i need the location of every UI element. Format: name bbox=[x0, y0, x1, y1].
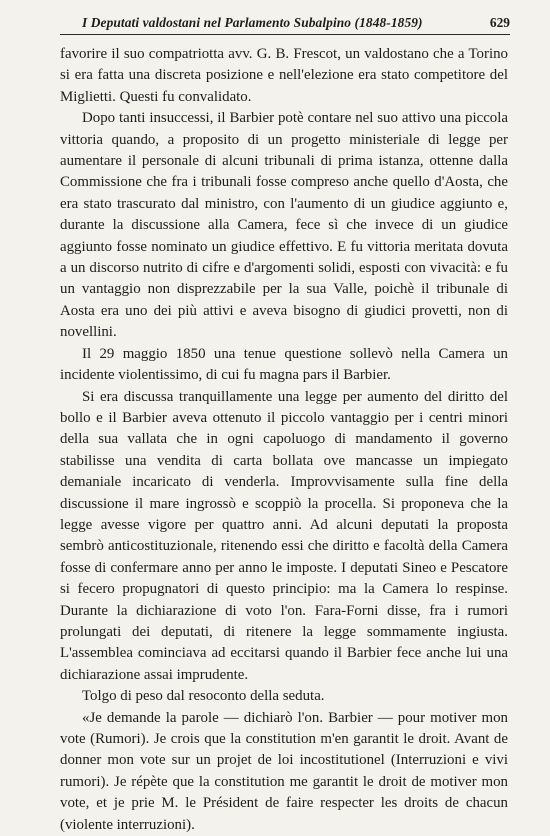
body-text bbox=[60, 44, 508, 836]
paragraph-1: favorire il suo compatriotta avv. G. B. Frescot, un valdostano che a Torino si era fatta una discreta posizione e nell'elezione era stato competitore del Miglietti. Questi fu convalidato. bbox=[60, 46, 508, 105]
page-number: 629 bbox=[489, 15, 510, 30]
paragraph-6: «Je demande la parole — dichiarò l'on. Barbier — pour motiver mon vote (Rumori). Je crois que la constitution m'en garantit le droit. Avant de donner mon vote sur un projet de loi incostitutionel (Interruzioni e vivi rumori). Je répète que la constitution me garantit le droit de motiver mon vote, et je prie M. le Président de faire respecter les droits de chacun (violente interruzioni). bbox=[60, 709, 508, 833]
paragraph-2: Dopo tanti insuccessi, il Barbier potè contare nel suo attivo una piccola vittoria quando, a proposito di un progetto ministeriale di legge per aumentare il personale di alcuni tribunali di prima istanza, ottenne dalla Commissione che fra i tribunali fosse compreso anche quello d'Aosta, che era stato trascurato dal ministro, con l'aumento di un giudice aggiunto e, durante la discussione alla Camera, fece sì che invece di un giudice aggiunto fosse nominato un giudice effettivo. E fu vittoria meritata dovuta a un discorso nutrito di cifre e d'argomenti solidi, esposti con vivacità: e fu un vantaggio non disprezzabile per la sua Valle, poichè il tribunale di Aosta era uno dei più attivi e aveva bisogno di giudici provetti, non di novellini. bbox=[60, 110, 508, 341]
paragraph-5: Tolgo di peso dal resoconto della seduta. bbox=[82, 688, 325, 705]
page-header bbox=[60, 12, 510, 35]
running-title: I Deputati valdostani nel Parlamento Subalpino (1848-1859) bbox=[82, 15, 423, 30]
paragraph-4: Si era discussa tranquillamente una legge per aumento del diritto del bollo e il Barbier aveva ottenuto il piccolo vantaggio per i centri minori della sua vallata che in ogni capoluogo di mandamento il governo stabilisse una vendita di carta bollata ove mancasse un impiegato demaniale incaricato di venderla. Improvvisamente sulla fine della discussione il mare ingrossò e scoppiò la procella. Si proponeva che la legge avesse vigore per quattro anni. Ad alcuni deputati la proposta sembrò anticostituzionale, ritenendo essi che diritto e facoltà della Camera fosse di confermare anno per anno le imposte. I deputati Sineo e Pescatore si fecero propugnatori di questo principio: ma la Camera lo respinse. Durante la dichiarazione di voto l'on. Fara-Forni disse, fra i rumori prolungati dei deputati, di ritenere la legge sommamente ingiusta. L'assemblea cominciava ad eccitarsi quando il Barbier fece anche lui una dichiarazione assai imprudente. bbox=[60, 388, 508, 683]
paragraph-3: Il 29 maggio 1850 una tenue questione sollevò nella Camera un incidente violentissimo, di cui fu magna pars il Barbier. bbox=[60, 345, 508, 384]
